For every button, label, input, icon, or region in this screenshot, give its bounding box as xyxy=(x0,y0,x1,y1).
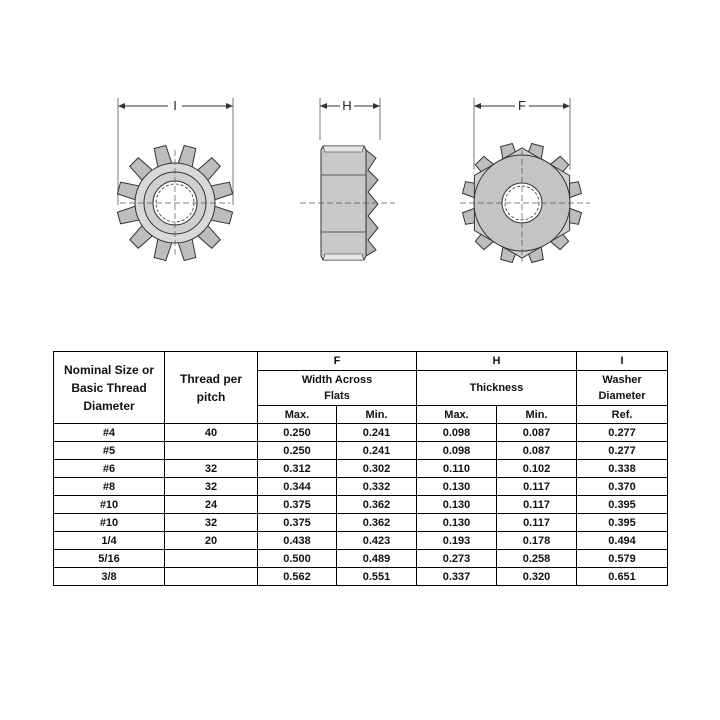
cell-i-ref: 0.651 xyxy=(577,568,668,586)
table-row xyxy=(54,442,668,460)
header-f-max: Max. xyxy=(258,406,337,424)
cell-thread: 24 xyxy=(165,496,258,514)
cell-h-min: 0.087 xyxy=(497,442,577,460)
dimension-h-label: H xyxy=(342,98,352,113)
cell-i-ref: 0.370 xyxy=(577,478,668,496)
cell-h-max: 0.098 xyxy=(417,442,497,460)
cell-f-max: 0.375 xyxy=(258,496,337,514)
cell-size: #4 xyxy=(54,424,165,442)
cell-h-min: 0.258 xyxy=(497,550,577,568)
cell-thread xyxy=(165,550,258,568)
cell-size: 5/16 xyxy=(54,550,165,568)
cell-size: 3/8 xyxy=(54,568,165,586)
cell-thread: 40 xyxy=(165,424,258,442)
cell-h-max: 0.337 xyxy=(417,568,497,586)
header-h-max: Max. xyxy=(417,406,497,424)
header-washer-diameter: Washer Diameter xyxy=(577,371,668,406)
cell-f-max: 0.375 xyxy=(258,514,337,532)
header-thread-per-pitch: Thread per pitch xyxy=(165,352,258,424)
cell-h-max: 0.273 xyxy=(417,550,497,568)
table-row xyxy=(54,568,668,586)
technical-drawings xyxy=(0,0,720,320)
cell-i-ref: 0.277 xyxy=(577,442,668,460)
cell-h-min: 0.087 xyxy=(497,424,577,442)
table-row xyxy=(54,496,668,514)
cell-h-max: 0.193 xyxy=(417,532,497,550)
cell-f-min: 0.551 xyxy=(337,568,417,586)
header-h-min: Min. xyxy=(497,406,577,424)
cell-f-min: 0.362 xyxy=(337,496,417,514)
cell-f-min: 0.423 xyxy=(337,532,417,550)
header-f-min: Min. xyxy=(337,406,417,424)
cell-f-min: 0.362 xyxy=(337,514,417,532)
cell-h-min: 0.117 xyxy=(497,514,577,532)
cell-size: #10 xyxy=(54,514,165,532)
header-group-f: F xyxy=(258,352,417,371)
cell-h-max: 0.098 xyxy=(417,424,497,442)
cell-h-min: 0.102 xyxy=(497,460,577,478)
cell-h-min: 0.320 xyxy=(497,568,577,586)
table-row xyxy=(54,514,668,532)
cell-f-max: 0.250 xyxy=(258,442,337,460)
cell-size: #5 xyxy=(54,442,165,460)
table-row xyxy=(54,424,668,442)
cell-thread xyxy=(165,442,258,460)
cell-f-max: 0.312 xyxy=(258,460,337,478)
table-row xyxy=(54,532,668,550)
table-row xyxy=(54,460,668,478)
cell-f-max: 0.250 xyxy=(258,424,337,442)
cell-f-max: 0.344 xyxy=(258,478,337,496)
cell-size: 1/4 xyxy=(54,532,165,550)
dimensions-table xyxy=(53,351,668,586)
header-i-ref: Ref. xyxy=(577,406,668,424)
header-group-i: I xyxy=(577,352,668,371)
table-row xyxy=(54,550,668,568)
cell-h-max: 0.130 xyxy=(417,514,497,532)
cell-thread: 32 xyxy=(165,478,258,496)
cell-i-ref: 0.395 xyxy=(577,496,668,514)
cell-thread: 32 xyxy=(165,460,258,478)
cell-f-min: 0.332 xyxy=(337,478,417,496)
cell-h-max: 0.130 xyxy=(417,478,497,496)
cell-thread: 20 xyxy=(165,532,258,550)
cell-h-max: 0.110 xyxy=(417,460,497,478)
nut-side-view xyxy=(300,97,395,260)
cell-i-ref: 0.494 xyxy=(577,532,668,550)
cell-f-max: 0.562 xyxy=(258,568,337,586)
header-group-h: H xyxy=(417,352,577,371)
header-thickness: Thickness xyxy=(417,371,577,406)
washer-front-view xyxy=(117,97,233,261)
cell-h-max: 0.130 xyxy=(417,496,497,514)
cell-h-min: 0.117 xyxy=(497,478,577,496)
nut-top-view xyxy=(460,97,590,263)
dimension-f-label: F xyxy=(518,98,526,113)
cell-h-min: 0.117 xyxy=(497,496,577,514)
cell-f-max: 0.438 xyxy=(258,532,337,550)
cell-f-min: 0.302 xyxy=(337,460,417,478)
dimension-i-label: I xyxy=(173,98,177,113)
cell-i-ref: 0.579 xyxy=(577,550,668,568)
cell-i-ref: 0.395 xyxy=(577,514,668,532)
cell-size: #6 xyxy=(54,460,165,478)
cell-i-ref: 0.338 xyxy=(577,460,668,478)
table-row xyxy=(54,478,668,496)
cell-h-min: 0.178 xyxy=(497,532,577,550)
cell-f-min: 0.241 xyxy=(337,442,417,460)
header-nominal-size: Nominal Size or Basic Thread Diameter xyxy=(54,352,165,424)
cell-i-ref: 0.277 xyxy=(577,424,668,442)
cell-thread: 32 xyxy=(165,514,258,532)
header-width-across-flats: Width Across Flats xyxy=(258,371,417,406)
cell-size: #8 xyxy=(54,478,165,496)
cell-f-min: 0.489 xyxy=(337,550,417,568)
cell-f-max: 0.500 xyxy=(258,550,337,568)
cell-size: #10 xyxy=(54,496,165,514)
cell-thread xyxy=(165,568,258,586)
cell-f-min: 0.241 xyxy=(337,424,417,442)
